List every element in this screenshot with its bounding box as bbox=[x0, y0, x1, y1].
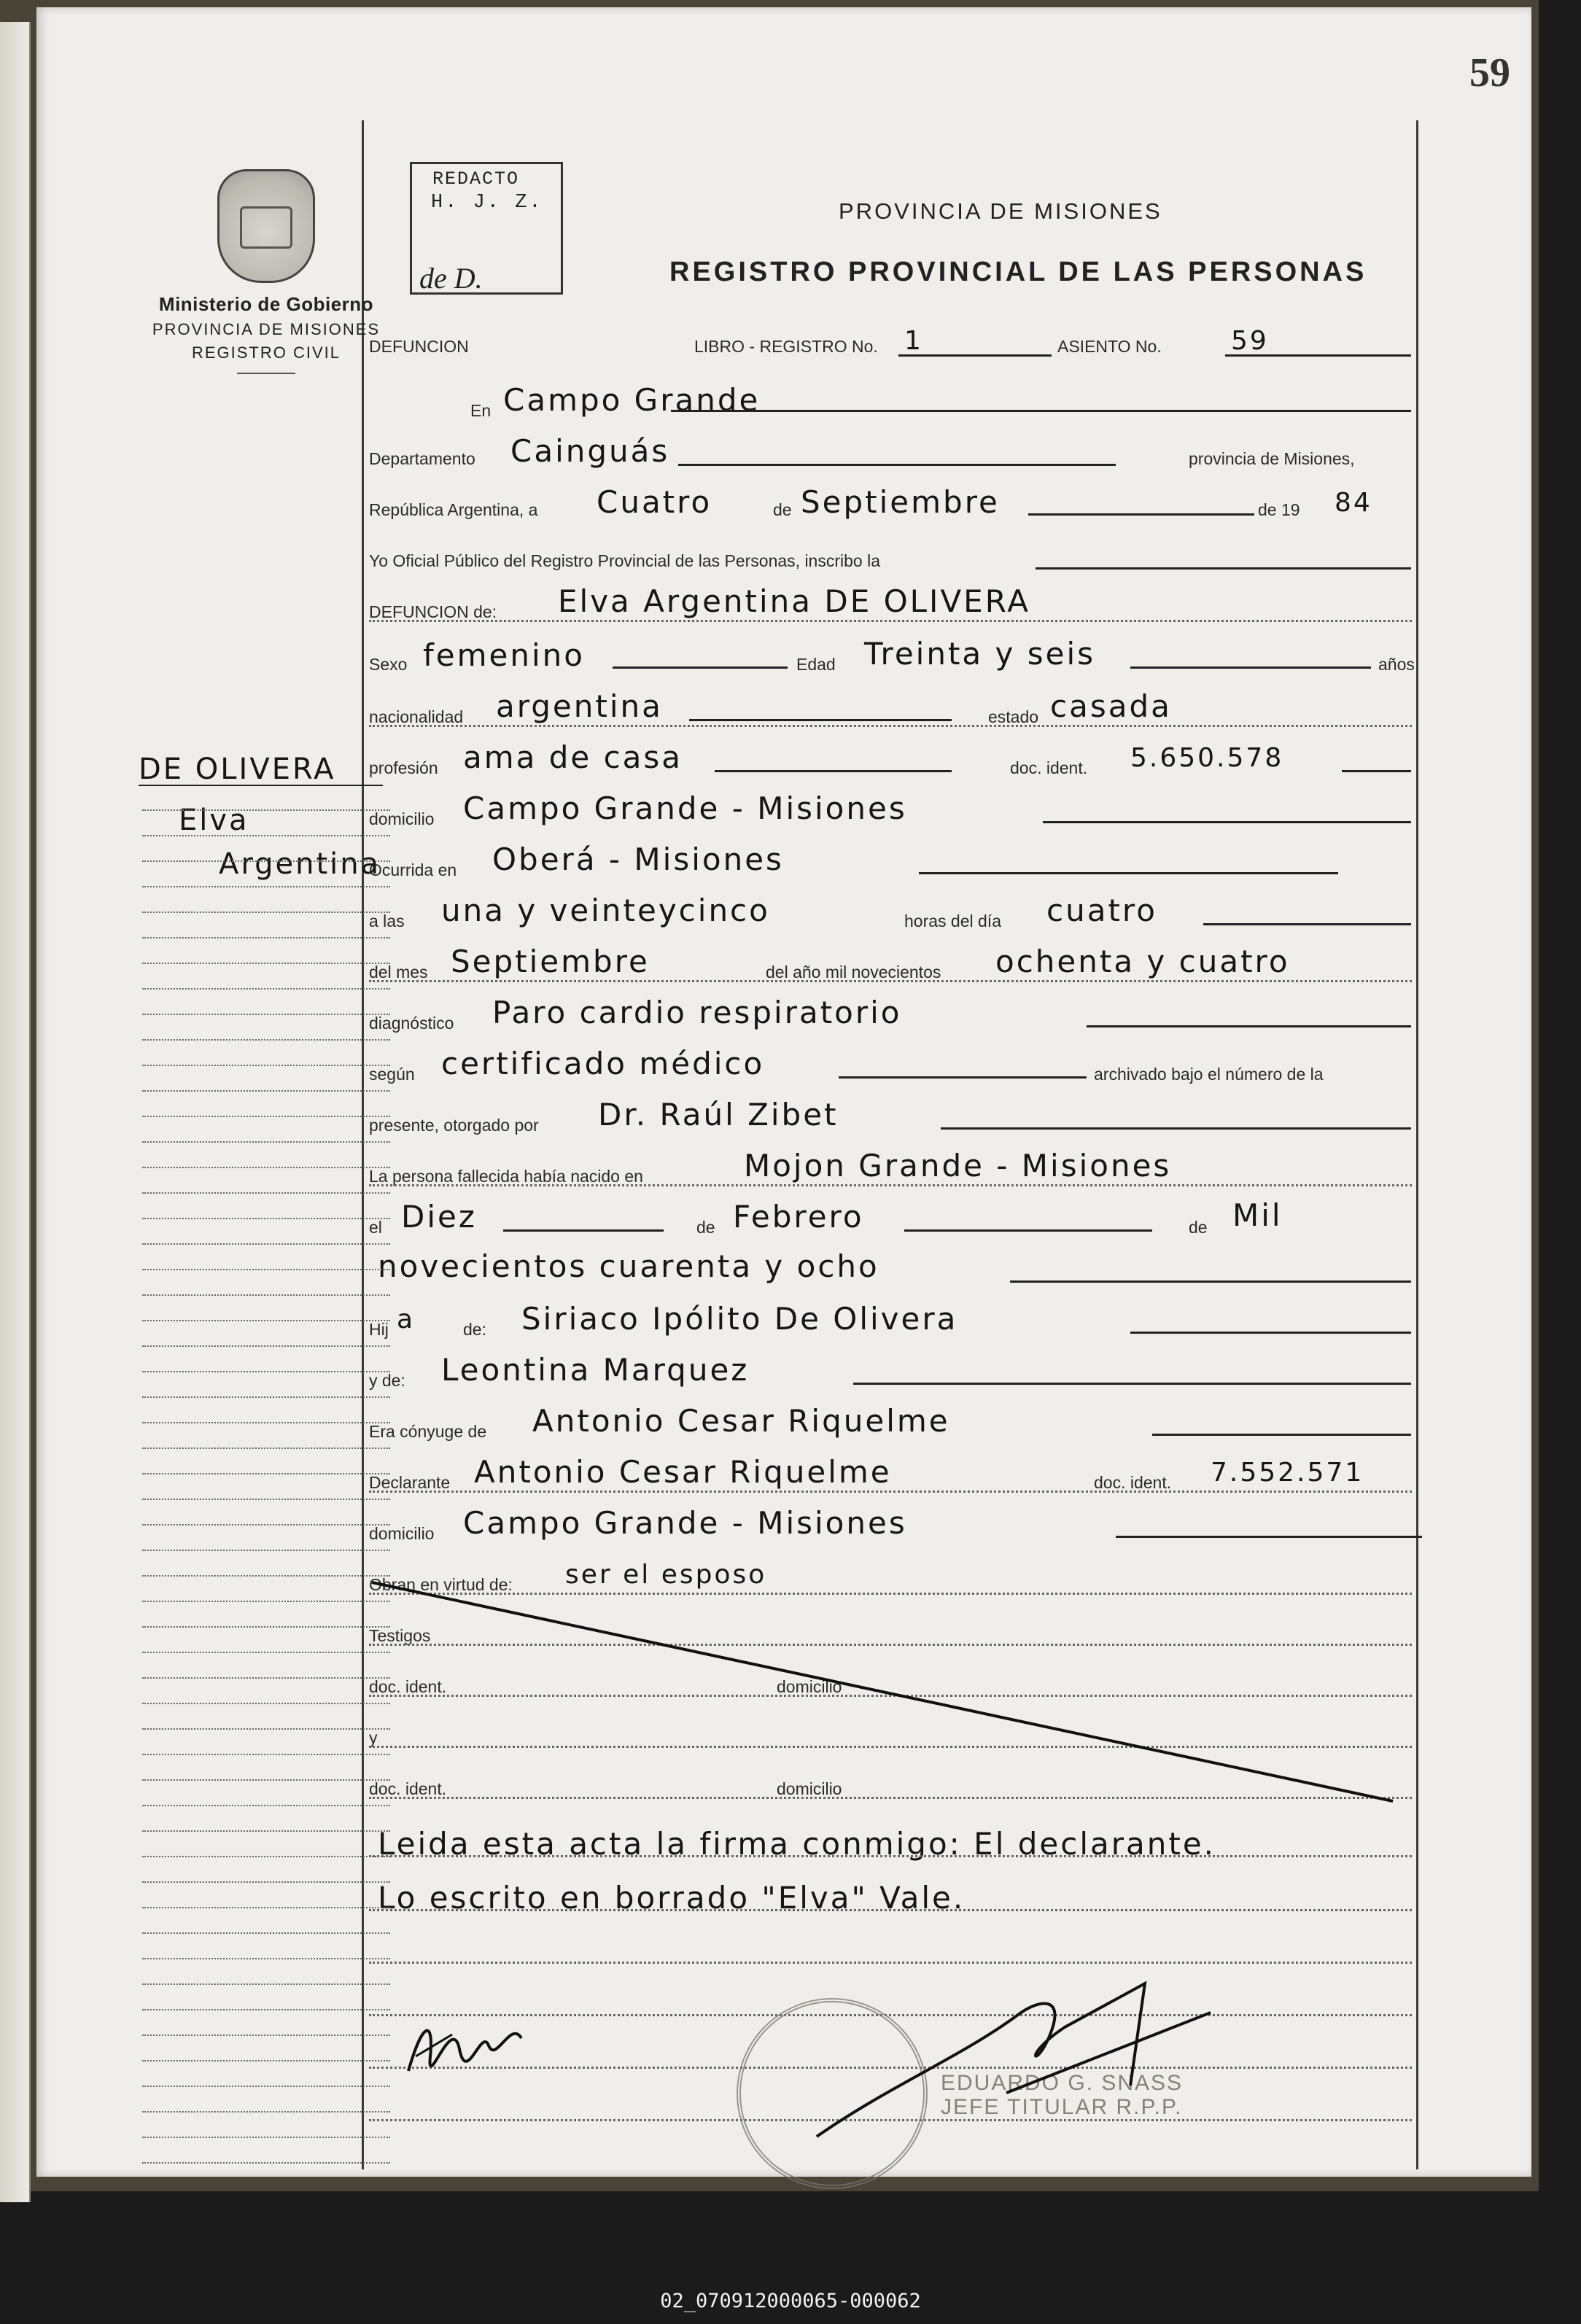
provincial-crest-icon bbox=[217, 169, 315, 283]
testigo2-doc-label: doc. ident. bbox=[369, 1779, 447, 1798]
margin-ruled-line bbox=[142, 1447, 390, 1449]
margin-divider bbox=[362, 120, 364, 2169]
testigo1-domicilio-label: domicilio bbox=[777, 1677, 842, 1696]
stamp-name: EDUARDO G. SNASS bbox=[941, 2071, 1184, 2095]
dia-value: Cuatro bbox=[597, 484, 712, 520]
ocurrida-line bbox=[919, 872, 1338, 874]
doc-label: doc. ident. bbox=[1010, 758, 1088, 777]
redacto-stamp bbox=[410, 162, 563, 295]
margin-ruled-line bbox=[142, 1422, 390, 1423]
testigo1-doc-label: doc. ident. bbox=[369, 1677, 447, 1696]
defuncion-dots bbox=[369, 620, 1412, 622]
margin-ruled-line bbox=[142, 1652, 390, 1653]
ministry-name: Ministerio de Gobierno bbox=[158, 293, 374, 315]
nacido-label: La persona fallecida había nacido en bbox=[369, 1167, 643, 1186]
edad-value: Treinta y seis bbox=[864, 636, 1095, 672]
diagnostico-label: diagnóstico bbox=[369, 1014, 454, 1033]
y-label: y bbox=[369, 1728, 378, 1747]
margin-ruled-line bbox=[142, 1014, 390, 1015]
redacto-title: REDACTO bbox=[432, 168, 520, 190]
el-label: el bbox=[369, 1218, 382, 1237]
de-19-label: de 19 bbox=[1258, 500, 1300, 519]
edad-label: Edad bbox=[796, 655, 836, 674]
margin-ruled-line bbox=[142, 1805, 390, 1806]
ocurrida-value: Oberá - Misiones bbox=[492, 842, 784, 877]
redacto-de: de D. bbox=[419, 262, 483, 295]
margin-ruled-line bbox=[142, 912, 390, 913]
novecientos-value: novecientos cuarenta y ocho bbox=[378, 1248, 879, 1284]
hijo-label: Hij bbox=[369, 1320, 389, 1339]
oficial-line bbox=[1036, 567, 1411, 570]
margin-ruled-line bbox=[142, 1754, 390, 1755]
hijo-de-label: de: bbox=[463, 1320, 486, 1339]
sexo-value: femenino bbox=[423, 637, 585, 673]
provincia-label: provincia de Misiones, bbox=[1189, 449, 1355, 468]
margin-ruled-line bbox=[142, 2060, 390, 2061]
domicilio-label: domicilio bbox=[369, 809, 435, 828]
margin-ruled-line bbox=[142, 1141, 390, 1143]
conyuge-line bbox=[1152, 1434, 1411, 1436]
en-line bbox=[671, 410, 1411, 412]
doc-value: 5.650.578 bbox=[1130, 743, 1284, 773]
horas-label: horas del día bbox=[904, 912, 1001, 930]
obran-label: Obran en virtud de: bbox=[369, 1575, 513, 1594]
madre-value: Leontina Marquez bbox=[441, 1352, 750, 1388]
diagnostico-line bbox=[1087, 1025, 1411, 1027]
margin-ruled-line bbox=[142, 1499, 390, 1500]
segun-label: según bbox=[369, 1065, 415, 1084]
nacido-value: Mojon Grande - Misiones bbox=[744, 1148, 1172, 1184]
novecientos-line bbox=[1010, 1280, 1411, 1283]
horas-value: cuatro bbox=[1046, 893, 1157, 928]
segun-line bbox=[839, 1076, 1087, 1079]
delmes-dots bbox=[369, 980, 1412, 982]
republica-label: República Argentina, a bbox=[369, 500, 538, 519]
testigo2-domicilio-label: domicilio bbox=[777, 1779, 842, 1798]
asiento-line bbox=[1225, 354, 1411, 357]
delmes-label: del mes bbox=[369, 963, 428, 982]
diagnostico-value: Paro cardio respiratorio bbox=[492, 995, 902, 1030]
departamento-line bbox=[678, 464, 1116, 466]
margin-ruled-line bbox=[142, 1856, 390, 1857]
declarante-doc-value: 7.552.571 bbox=[1211, 1458, 1364, 1488]
margin-ruled-line bbox=[142, 1039, 390, 1041]
profesion-label: profesión bbox=[369, 758, 438, 777]
margin-ruled-line bbox=[142, 1907, 390, 1908]
defuncion-label: DEFUNCION de: bbox=[369, 602, 497, 621]
nacionalidad-dots bbox=[369, 725, 1412, 727]
delanio-label: del año mil novecientos bbox=[766, 963, 941, 982]
closing-dots-3 bbox=[369, 1962, 1412, 1964]
margin-ruled-line bbox=[142, 1243, 390, 1245]
testigos-label: Testigos bbox=[369, 1626, 431, 1645]
padre-line bbox=[1130, 1332, 1411, 1334]
margin-ruled-line bbox=[142, 1524, 390, 1526]
archivado-label: archivado bajo el número de la bbox=[1094, 1065, 1324, 1084]
yde-label: y de: bbox=[369, 1371, 405, 1390]
margin-ruled-line bbox=[142, 1116, 390, 1117]
redacto-initials: H. J. Z. bbox=[431, 192, 543, 214]
stamp-title: JEFE TITULAR R.P.P. bbox=[941, 2095, 1183, 2119]
asiento-value: 59 bbox=[1231, 326, 1269, 356]
margin-ruled-line bbox=[142, 1932, 390, 1934]
margin-ruled-line bbox=[142, 937, 390, 938]
margin-ruled-line bbox=[142, 2111, 390, 2113]
margin-ruled-line bbox=[142, 1575, 390, 1577]
registry-heading: REGISTRO PROVINCIAL DE LAS PERSONAS bbox=[669, 257, 1367, 287]
margin-ruled-line bbox=[142, 988, 390, 990]
margin-ruled-line bbox=[142, 1345, 390, 1347]
ministry-province: PROVINCIA DE MISIONES bbox=[152, 320, 381, 338]
de-label: de bbox=[773, 500, 792, 519]
mil-de-label: de bbox=[1189, 1218, 1208, 1237]
margin-underline bbox=[139, 785, 383, 786]
conyuge-label: Era cónyuge de bbox=[369, 1422, 487, 1441]
margin-surname: DE OLIVERA bbox=[139, 753, 336, 786]
margin-second-name: Argentina bbox=[219, 847, 381, 881]
doc-line bbox=[1342, 770, 1411, 772]
document-page bbox=[36, 7, 1531, 2177]
oficial-label: Yo Oficial Público del Registro Provincial de las Personas, inscribo la bbox=[369, 551, 880, 570]
ministry-block bbox=[124, 293, 408, 374]
nacionalidad-line bbox=[689, 719, 952, 721]
febrero-line bbox=[904, 1229, 1152, 1232]
margin-ruled-line bbox=[142, 2137, 390, 2138]
profesion-line bbox=[715, 770, 952, 772]
margin-ruled-line bbox=[142, 1830, 390, 1832]
alas-label: a las bbox=[369, 912, 405, 930]
mes-value: Septiembre bbox=[801, 484, 1000, 520]
declarante-domicilio-line bbox=[1116, 1536, 1422, 1538]
ocurrida-label: Ocurrida en bbox=[369, 860, 457, 879]
hijo-suffix: a bbox=[397, 1305, 416, 1334]
declarante-label: Declarante bbox=[369, 1473, 451, 1492]
mes-line bbox=[1028, 513, 1254, 516]
libro-label: LIBRO - REGISTRO No. bbox=[694, 337, 878, 356]
padre-value: Siriaco Ipólito De Olivera bbox=[521, 1301, 958, 1337]
asiento-label: ASIENTO No. bbox=[1057, 337, 1162, 356]
margin-ruled-line bbox=[142, 1294, 390, 1296]
libro-line bbox=[898, 354, 1052, 357]
margin-ruled-line bbox=[142, 1065, 390, 1066]
margin-ruled-line bbox=[142, 860, 390, 862]
defuncion-value: Elva Argentina DE OLIVERA bbox=[558, 583, 1030, 619]
scan-identifier: 02_070912000065-000062 bbox=[660, 2290, 921, 2312]
febrero-value: Febrero bbox=[733, 1199, 864, 1235]
margin-ruled-line bbox=[142, 2162, 390, 2164]
margin-ruled-line bbox=[142, 1983, 390, 1985]
margin-ruled-line bbox=[142, 1396, 390, 1398]
testigos-strike bbox=[357, 1575, 1422, 1808]
obran-value: ser el esposo bbox=[565, 1560, 767, 1590]
febrero-de-label: de bbox=[696, 1218, 715, 1237]
margin-ruled-line bbox=[142, 1958, 390, 1959]
libro-value: 1 bbox=[904, 326, 923, 356]
declarante-value: Antonio Cesar Riquelme bbox=[474, 1454, 892, 1490]
segun-value: certificado médico bbox=[441, 1046, 765, 1081]
anio-value: 84 bbox=[1335, 488, 1372, 518]
sexo-label: Sexo bbox=[369, 655, 408, 674]
madre-line bbox=[853, 1383, 1411, 1385]
declarante-domicilio-label: domicilio bbox=[369, 1524, 435, 1543]
margin-ruled-line bbox=[142, 1320, 390, 1321]
en-label: En bbox=[470, 401, 492, 420]
conyuge-value: Antonio Cesar Riquelme bbox=[532, 1403, 950, 1439]
delanio-value: ochenta y cuatro bbox=[995, 944, 1290, 979]
nacionalidad-label: nacionalidad bbox=[369, 707, 464, 726]
delmes-value: Septiembre bbox=[451, 944, 650, 979]
nacido-dots bbox=[369, 1184, 1412, 1186]
anios-label: años bbox=[1378, 655, 1415, 674]
horas-line bbox=[1203, 923, 1411, 925]
declarante-domicilio-value: Campo Grande - Misiones bbox=[463, 1505, 907, 1541]
margin-ruled-line bbox=[142, 963, 390, 964]
presente-value: Dr. Raúl Zibet bbox=[598, 1097, 839, 1132]
declarante-doc-label: doc. ident. bbox=[1094, 1473, 1172, 1492]
alas-value: una y veinteycinco bbox=[441, 893, 770, 928]
act-type-label: DEFUNCION bbox=[369, 337, 469, 356]
declarante-dots bbox=[369, 1491, 1412, 1493]
nacionalidad-value: argentina bbox=[496, 688, 663, 724]
sexo-line bbox=[613, 667, 788, 669]
margin-ruled-line bbox=[142, 1677, 390, 1679]
margin-first-name: Elva bbox=[179, 804, 249, 837]
el-line bbox=[503, 1229, 664, 1232]
margin-ruled-line bbox=[142, 1192, 390, 1194]
margin-ruled-line bbox=[142, 1090, 390, 1092]
domicilio-value: Campo Grande - Misiones bbox=[463, 790, 907, 826]
margin-ruled-line bbox=[142, 1779, 390, 1781]
closing-line-2: Lo escrito en borrado "Elva" Vale. bbox=[378, 1880, 966, 1916]
closing-line-1: Leida esta acta la firma conmigo: El declarante. bbox=[378, 1826, 1216, 1862]
profesion-value: ama de casa bbox=[463, 739, 683, 775]
margin-ruled-line bbox=[142, 1728, 390, 1730]
margin-ruled-line bbox=[142, 1167, 390, 1168]
margin-ruled-line bbox=[142, 1601, 390, 1602]
presente-label: presente, otorgado por bbox=[369, 1116, 539, 1135]
margin-ruled-line bbox=[142, 809, 390, 811]
departamento-label: Departamento bbox=[369, 449, 475, 468]
ministry-registry: REGISTRO CIVIL bbox=[191, 343, 341, 362]
en-value: Campo Grande bbox=[503, 382, 761, 418]
margin-ruled-line bbox=[142, 1550, 390, 1551]
margin-ruled-line bbox=[142, 2009, 390, 2010]
right-border bbox=[1416, 120, 1418, 2169]
estado-label: estado bbox=[988, 707, 1039, 726]
margin-ruled-line bbox=[142, 2035, 390, 2036]
page-number: 59 bbox=[1469, 50, 1510, 96]
edad-line bbox=[1130, 667, 1371, 669]
estado-value: casada bbox=[1050, 688, 1172, 724]
departamento-value: Cainguás bbox=[510, 433, 670, 469]
margin-ruled-line bbox=[142, 1703, 390, 1704]
closing-dots-1 bbox=[369, 1855, 1412, 1857]
margin-ruled-line bbox=[142, 1473, 390, 1474]
official-signature bbox=[802, 1969, 1240, 2158]
margin-ruled-line bbox=[142, 1218, 390, 1219]
domicilio-line bbox=[1043, 821, 1411, 823]
margin-ruled-line bbox=[142, 1881, 390, 1883]
margin-ruled-line bbox=[142, 886, 390, 887]
margin-ruled-line bbox=[142, 835, 390, 836]
province-heading: PROVINCIA DE MISIONES bbox=[839, 198, 1162, 224]
el-value: Diez bbox=[401, 1199, 477, 1235]
ministry-rule bbox=[237, 373, 295, 374]
margin-ruled-line bbox=[142, 2086, 390, 2087]
margin-ruled-line bbox=[142, 1269, 390, 1270]
closing-dots-2 bbox=[369, 1909, 1412, 1911]
book-left-edge bbox=[0, 22, 31, 2202]
declarant-signature bbox=[401, 2005, 532, 2086]
mil-value: Mil bbox=[1232, 1197, 1283, 1233]
margin-ruled-line bbox=[142, 1371, 390, 1372]
presente-line bbox=[941, 1127, 1411, 1130]
margin-ruled-line bbox=[142, 1626, 390, 1628]
